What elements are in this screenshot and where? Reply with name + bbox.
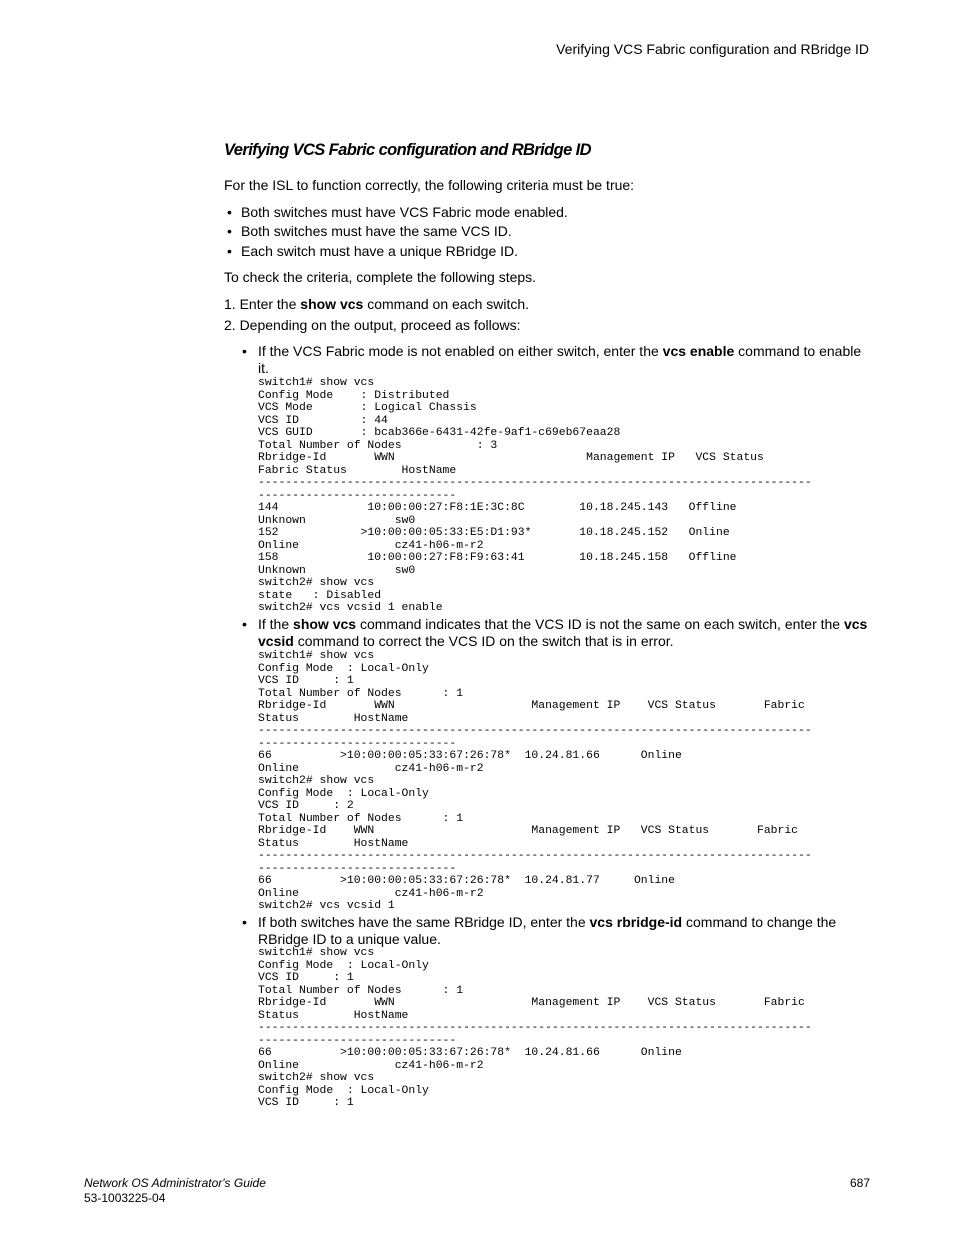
case-text: If the show vcs command indicates that the VCS ID is not the same on each switch, enter the vcs vcsid command to correct the VCS ID on the switch that is in error. (258, 616, 868, 649)
footer-docnum: 53-1003225-04 (84, 1191, 166, 1205)
code-block: switch1# show vcs Config Mode : Local-Only VCS ID : 1 Total Number of Nodes : 1 Rbridge-Id WWN Management IP VCS Status Fabric Status HostName --------------------------------------------------------------------------------- ----------------------------- 66 >10:00:00:05:33:67:26:78* 10.24.81.66 Online Online cz41-h06-m-r2 switch2# show vcs Config Mode : Local-Only VCS ID : 2 Total Number of Nodes : 1 Rbridge-Id WWN Management IP VCS Status Fabric Status HostName --------------------------------------------------------------------------------- ----------------------------- 66 >10:00:00:05:33:67:26:78* 10.24.81.77 Online Online cz41-h06-m-r2 switch2# vcs vcsid 1 (258, 650, 812, 912)
intro-paragraph: For the ISL to function correctly, the following criteria must be true: (224, 177, 635, 193)
section-heading: Verifying VCS Fabric configuration and RBridge ID (224, 141, 591, 159)
footer-title: Network OS Administrator's Guide (84, 1176, 266, 1190)
step-1-command: show vcs (300, 296, 364, 312)
bullet-icon: • (242, 914, 247, 930)
case-item (242, 616, 872, 650)
criteria-text: Both switches must have the same VCS ID. (241, 223, 512, 239)
bullet-icon: • (227, 243, 232, 259)
case-text: If both switches have the same RBridge ID, enter the vcs rbridge-id command to change the RBridge ID to a unique value. (258, 914, 837, 947)
step-2: 2. Depending on the output, proceed as follows: (224, 317, 521, 333)
case-item (242, 914, 872, 948)
running-header: Verifying VCS Fabric configuration and RBridge ID (556, 41, 869, 57)
step-1-prefix: 1. Enter the (224, 296, 301, 312)
code-block: switch1# show vcs Config Mode : Distributed VCS Mode : Logical Chassis VCS ID : 44 VCS GUID : bcab366e-6431-42fe-9af1-c69eb67eaa28 Total Number of Nodes : 3 Rbridge-Id WWN Management IP VCS Status Fabric Status HostName --------------------------------------------------------------------------------- ----------------------------- 144 10:00:00:27:F8:1E:3C:8C 10.18.245.143 Offline Unknown sw0 152 >10:00:00:05:33:E5:D1:93* 10.18.245.152 Online Online cz41-h06-m-r2 158 10:00:00:27:F8:F9:63:41 10.18.245.158 Offline Unknown sw0 switch2# show vcs state : Disabled switch2# vcs vcsid 1 enable (258, 377, 812, 614)
step-1 (224, 295, 529, 314)
check-paragraph: To check the criteria, complete the following steps. (224, 269, 537, 285)
criteria-text: Each switch must have a unique RBridge ID. (241, 243, 519, 259)
step-1-suffix: command on each switch. (363, 296, 530, 312)
bullet-icon: • (242, 616, 247, 632)
case-text: If the VCS Fabric mode is not enabled on either switch, enter the vcs enable command to enable it. (258, 343, 862, 376)
case-item (242, 343, 872, 377)
code-block: switch1# show vcs Config Mode : Local-Only VCS ID : 1 Total Number of Nodes : 1 Rbridge-Id WWN Management IP VCS Status Fabric Status HostName --------------------------------------------------------------------------------- ----------------------------- 66 >10:00:00:05:33:67:26:78* 10.24.81.66 Online Online cz41-h06-m-r2 switch2# show vcs Config Mode : Local-Only VCS ID : 1 (258, 947, 812, 1109)
criteria-text: Both switches must have VCS Fabric mode enabled. (241, 204, 568, 220)
bullet-icon: • (227, 223, 232, 239)
bullet-icon: • (227, 204, 232, 220)
page-number: 687 (849, 1176, 870, 1190)
bullet-icon: • (242, 343, 247, 359)
